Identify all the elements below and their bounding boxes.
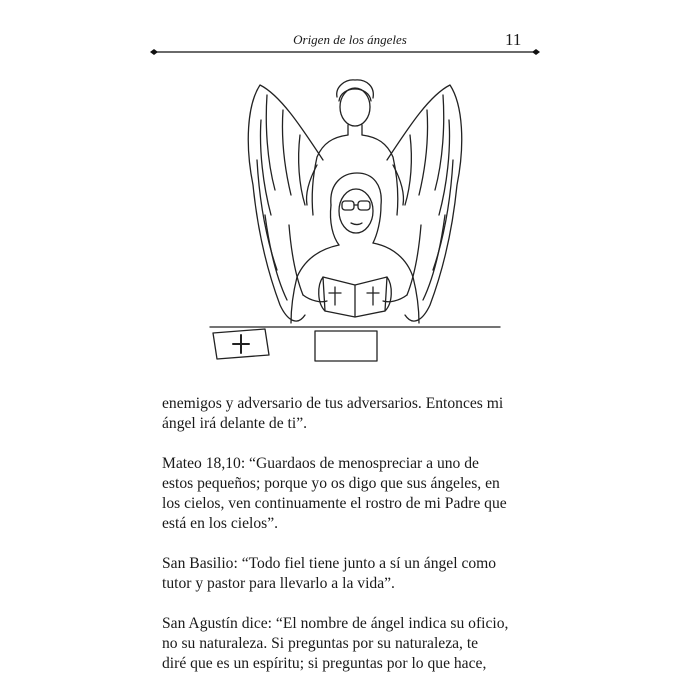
cross-book bbox=[213, 329, 269, 359]
paragraph bbox=[162, 394, 536, 434]
text-line: ángel irá delante de ti”. bbox=[162, 415, 308, 432]
running-header-title: Origen de los ángeles bbox=[293, 32, 407, 47]
page-number: 11 bbox=[505, 30, 522, 49]
angel-figure bbox=[306, 80, 403, 215]
text-line: enemigos y adversario de tus adversarios. Entonces mi bbox=[162, 395, 504, 412]
body-text bbox=[162, 394, 536, 674]
guardian-angel-illustration bbox=[205, 65, 505, 380]
text-line: no su naturaleza. Si preguntas por su naturaleza, te bbox=[162, 635, 479, 652]
text-line: los cielos, ven continuamente el rostro de mi Padre que bbox=[162, 495, 507, 512]
text-line: diré que es un espíritu; si preguntas por lo que hace, bbox=[162, 655, 487, 672]
text-line: Mateo 18,10: “Guardaos de menospreciar a uno de bbox=[162, 455, 479, 472]
paragraph bbox=[162, 554, 536, 594]
paragraph bbox=[162, 614, 536, 674]
text-line: está en los cielos”. bbox=[162, 515, 279, 532]
text-line: San Basilio: “Todo fiel tiene junto a sí un ángel como bbox=[162, 555, 497, 572]
text-line: estos pequeños; porque yo os digo que sus ángeles, en bbox=[162, 475, 500, 492]
text-line: tutor y pastor para llevarlo a la vida”. bbox=[162, 575, 395, 592]
open-book bbox=[319, 277, 392, 317]
header-rule bbox=[150, 46, 540, 58]
paragraph bbox=[162, 454, 536, 534]
text-line: San Agustín dice: “El nombre de ángel indica su oficio, bbox=[162, 615, 509, 632]
paper-sheet bbox=[315, 331, 377, 361]
